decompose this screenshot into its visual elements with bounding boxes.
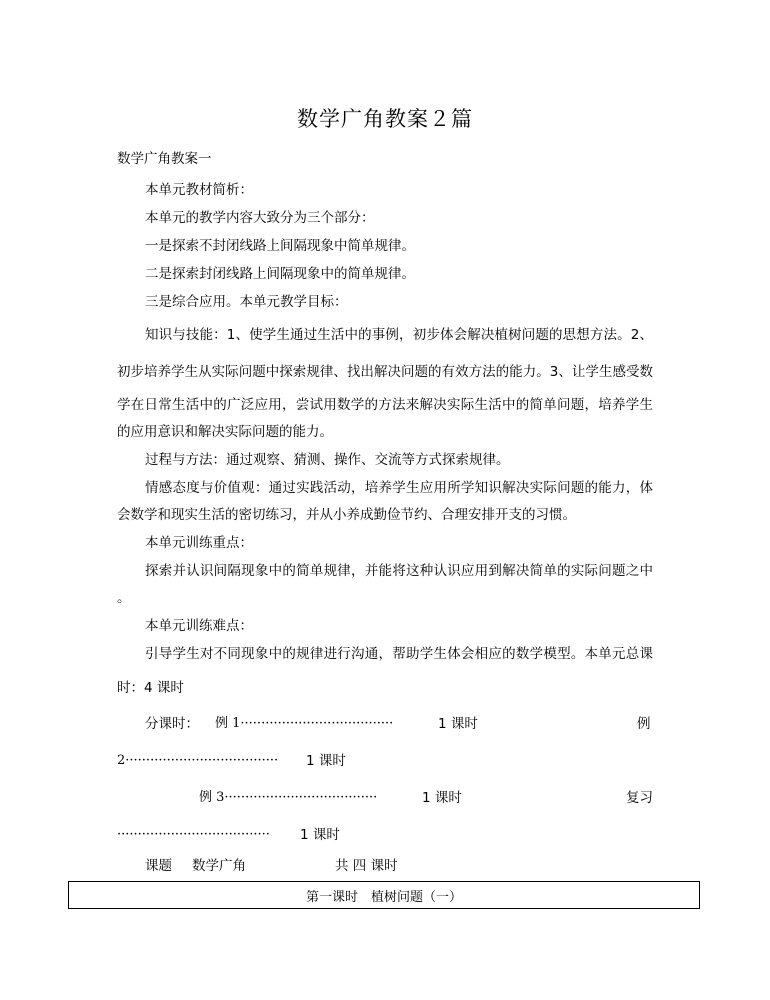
knowledge-line-4: 的应用意识和解决实际问题的能力。 xyxy=(117,424,333,440)
content-intro: 本单元的教学内容大致分为三个部分： xyxy=(145,210,375,226)
difficulty-line-2: 时：4 课时 xyxy=(117,680,184,696)
lesson-topic: 数学广角 xyxy=(192,858,246,874)
key-heading: 本单元训练重点： xyxy=(145,535,253,551)
schedule-review-hours: 1 课时 xyxy=(300,827,340,843)
schedule-review-label: 复习 xyxy=(626,790,653,806)
difficulty-line-1: 引导学生对不同现象中的规律进行沟通，帮助学生体会相应的数学模型。本单元总课 xyxy=(145,646,653,662)
knowledge-line-3: 学在日常生活中的广泛应用，尝试用数学的方法来解决实际生活中的简单问题，培养学生 xyxy=(117,397,653,413)
schedule-label: 分课时： xyxy=(145,716,199,732)
analysis-heading: 本单元教材简析： xyxy=(145,182,253,198)
difficulty-heading: 本单元训练难点： xyxy=(145,618,253,634)
emotion-line-1: 情感态度与价值观：通过实践活动，培养学生应用所学知识解决实际问题的能力，体 xyxy=(145,480,653,496)
part-two: 二是探索封闭线路上间隔现象中的简单规律。 xyxy=(145,266,415,282)
lesson-table-header-text: 第一课时 植树问题（一） xyxy=(305,889,462,905)
lesson-topic-label: 课题 xyxy=(145,858,172,874)
process-line: 过程与方法：通过观察、猜测、操作、交流等方式探索规律。 xyxy=(145,452,510,468)
section-heading: 数学广角教案一 xyxy=(117,151,212,167)
schedule-example-1-hours: 1 课时 xyxy=(438,716,478,732)
schedule-example-1: 例 1····································· xyxy=(215,716,394,731)
key-line-2: 。 xyxy=(117,590,131,606)
lesson-total: 共 四 课时 xyxy=(335,858,398,874)
schedule-example-2-hours: 1 课时 xyxy=(306,753,346,769)
schedule-example-2: 2····································· xyxy=(117,753,279,768)
key-line-1: 探索并认识间隔现象中的简单规律，并能将这种认识应用到解决简单的实际问题之中 xyxy=(145,563,653,579)
schedule-example-2-label: 例 xyxy=(637,716,651,732)
emotion-line-2: 会数学和现实生活的密切练习，并从小养成勤俭节约、合理安排开支的习惯。 xyxy=(117,507,576,523)
knowledge-line-1: 知识与技能：1、使学生通过生活中的事例，初步体会解决植树问题的思想方法。2、 xyxy=(145,327,653,343)
part-three: 三是综合应用。本单元教学目标： xyxy=(145,294,348,310)
schedule-example-3-hours: 1 课时 xyxy=(422,790,462,806)
schedule-review: ····································· xyxy=(117,827,270,842)
lesson-table-header xyxy=(68,881,700,909)
schedule-example-3: 例 3····································· xyxy=(199,790,378,805)
part-one: 一是探索不封闭线路上间隔现象中简单规律。 xyxy=(145,238,415,254)
page-title: 数学广角教案２篇 xyxy=(297,107,473,131)
knowledge-line-2: 初步培养学生从实际问题中探索规律、找出解决问题的有效方法的能力。3、让学生感受数 xyxy=(117,364,653,380)
